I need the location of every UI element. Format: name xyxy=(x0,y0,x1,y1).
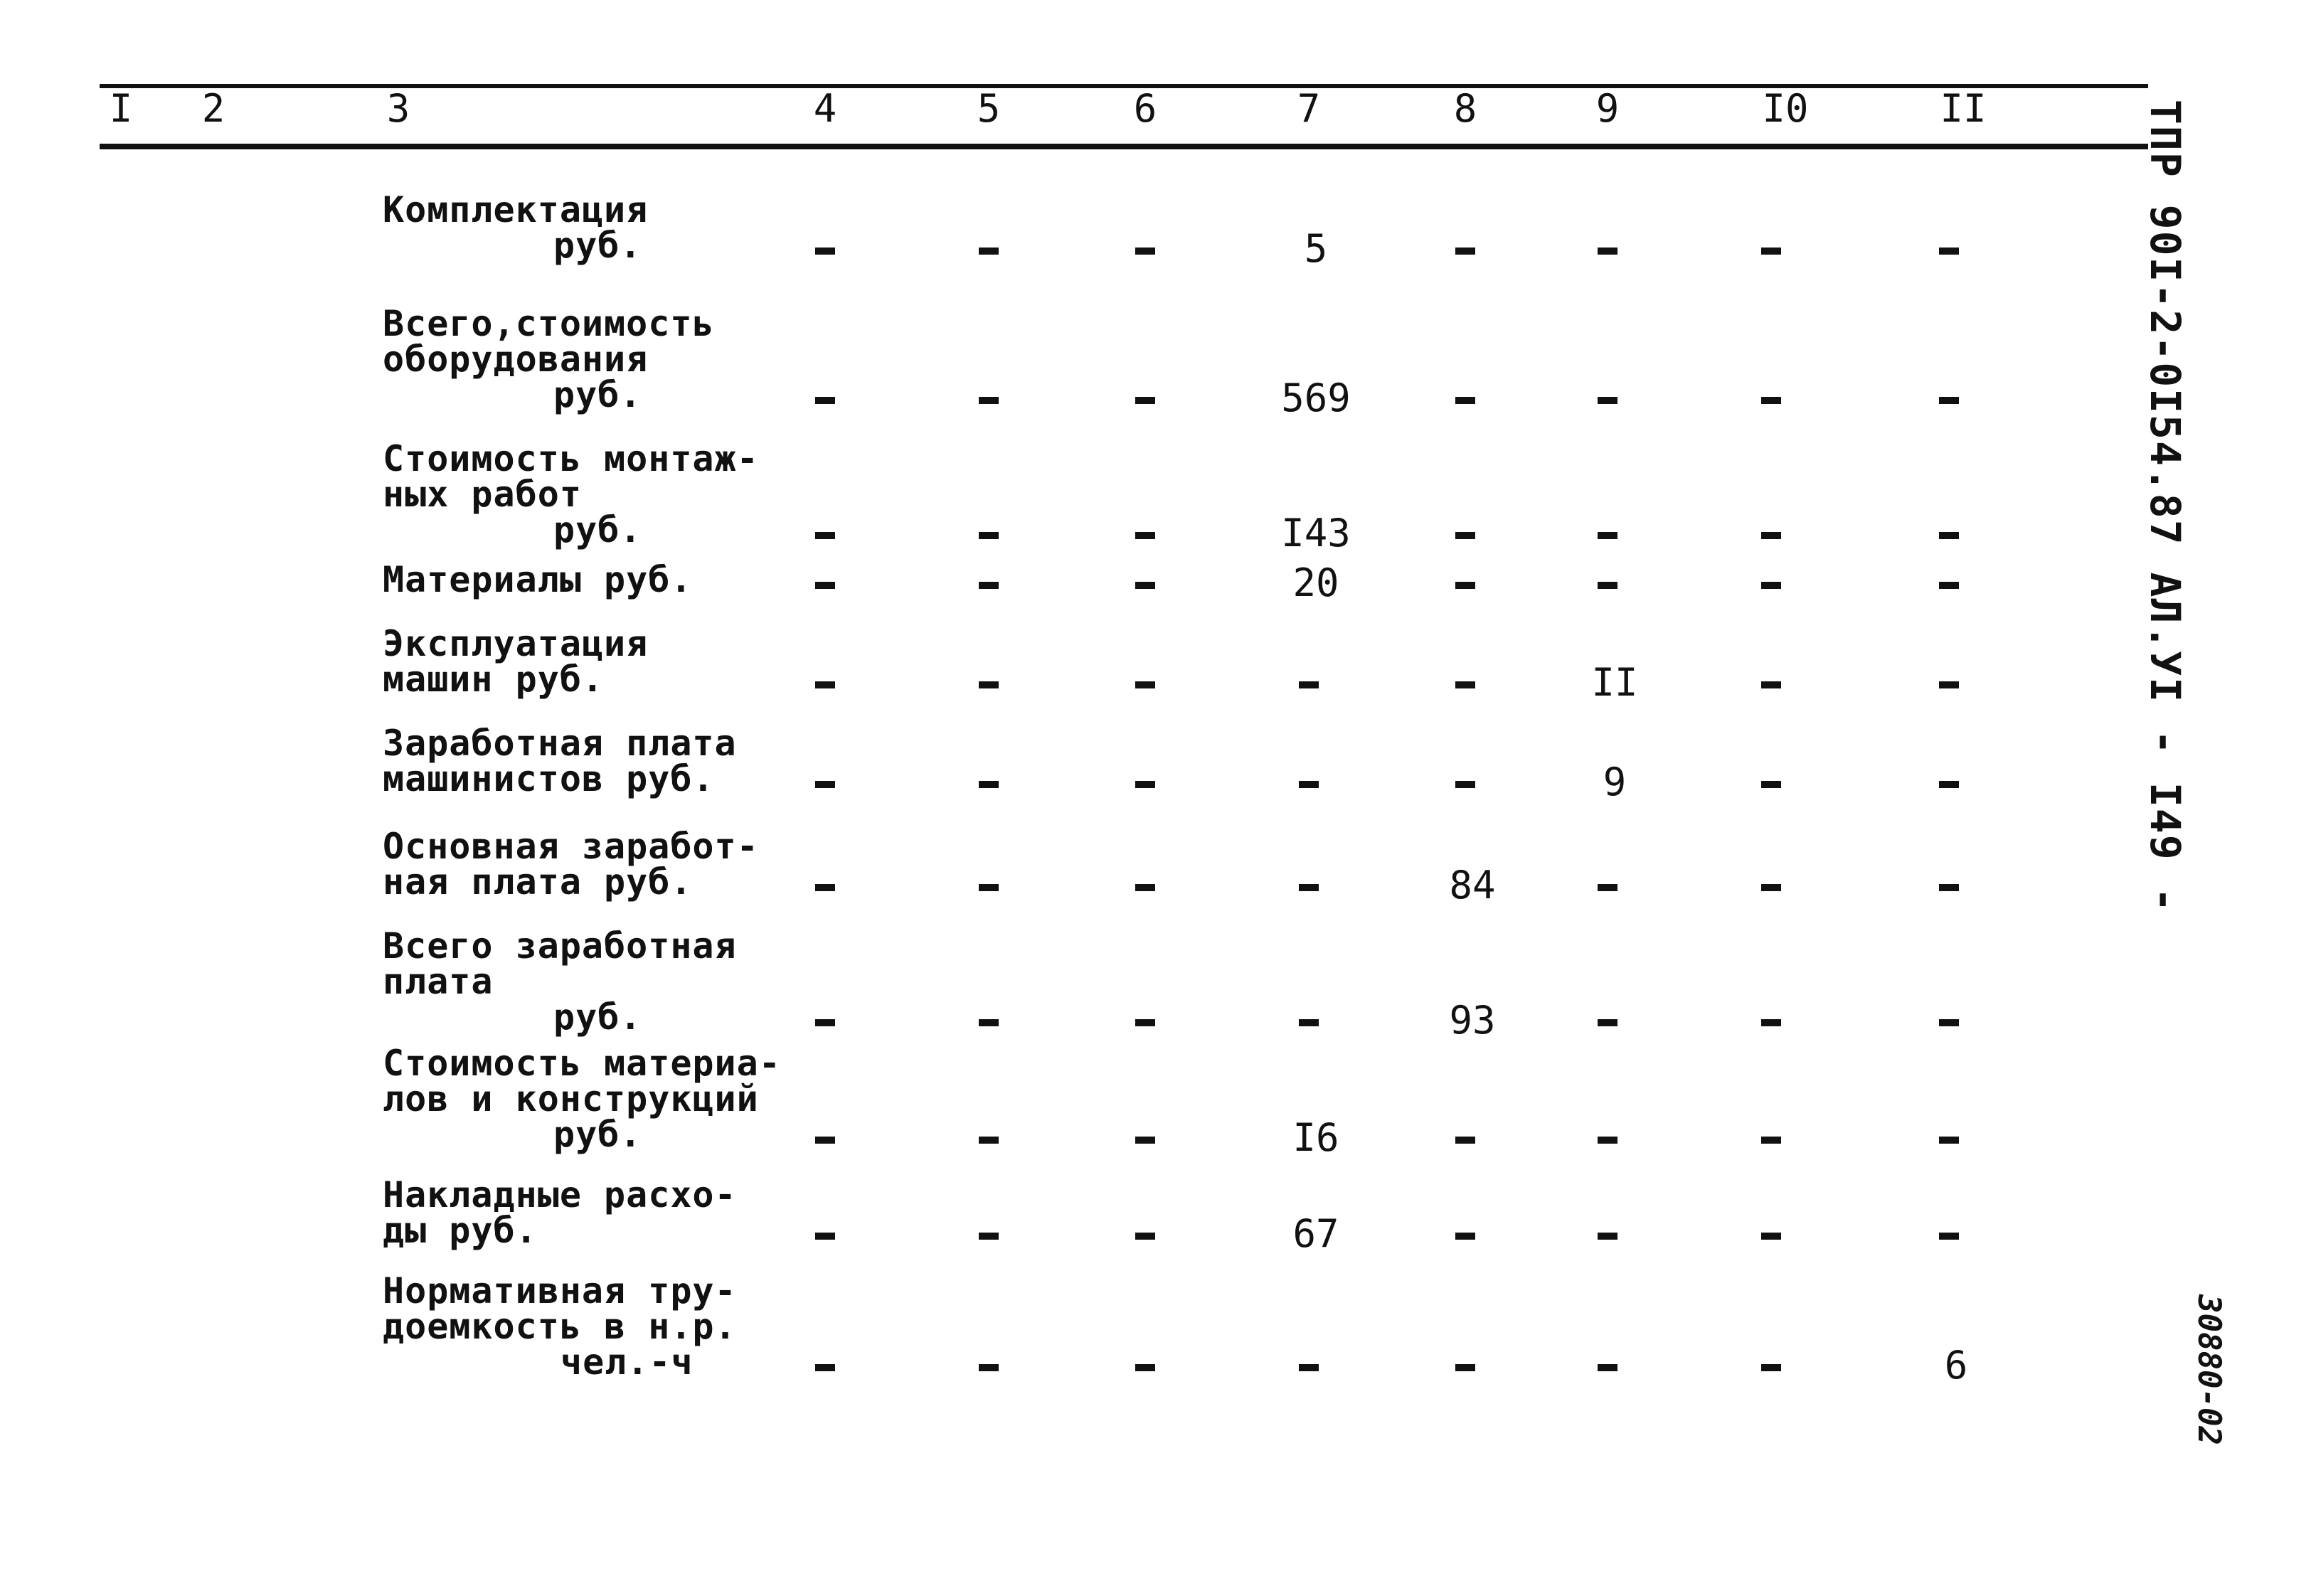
column-header-2: 2 xyxy=(201,86,225,131)
row-label-line: Комплектация xyxy=(383,189,649,230)
cell-dash xyxy=(1598,532,1617,539)
cell-dash xyxy=(1761,248,1781,255)
archive-stamp: 30880-02 xyxy=(2191,1294,2227,1445)
row-label-line: руб. xyxy=(553,996,642,1038)
row-label-line: руб. xyxy=(553,225,642,266)
column-header-11: II xyxy=(1940,86,1987,131)
cell-dash xyxy=(1761,397,1781,404)
cell-dash xyxy=(1939,532,1959,539)
row-label-line: ды руб. xyxy=(383,1210,538,1251)
cell-value: I43 xyxy=(1281,511,1351,555)
cell-dash xyxy=(815,532,835,539)
cell-value: II xyxy=(1591,660,1638,705)
cell-dash xyxy=(1455,781,1475,788)
cell-dash xyxy=(1455,681,1475,688)
row-label-line: лов и конструкций xyxy=(383,1078,759,1119)
row-label-1 xyxy=(383,189,809,266)
cell-dash xyxy=(1598,1364,1617,1371)
column-header-3: 3 xyxy=(386,86,410,131)
row-label-line: Стоимость материа- xyxy=(383,1043,781,1084)
row-label-line: руб. xyxy=(553,1114,642,1155)
cell-dash xyxy=(1598,582,1617,589)
column-header-10: I0 xyxy=(1762,86,1809,131)
cell-dash xyxy=(1299,1019,1319,1026)
row-label-5 xyxy=(383,623,809,700)
row-label-line: доемкость в н.р. xyxy=(383,1306,737,1347)
row-label-2 xyxy=(383,303,809,415)
cell-dash xyxy=(979,582,999,589)
column-header-6: 6 xyxy=(1133,86,1157,131)
cell-dash xyxy=(979,1233,999,1240)
cell-dash xyxy=(1761,781,1781,788)
cell-dash xyxy=(1939,681,1959,688)
row-label-line: машинистов руб. xyxy=(383,758,715,799)
column-header-9: 9 xyxy=(1595,86,1620,131)
cell-dash xyxy=(1761,1019,1781,1026)
cell-dash xyxy=(815,884,835,891)
cell-dash xyxy=(815,1019,835,1026)
cell-dash xyxy=(1598,397,1617,404)
cell-dash xyxy=(1598,1019,1617,1026)
cell-dash xyxy=(1761,532,1781,539)
row-label-11 xyxy=(383,1270,809,1383)
row-label-8 xyxy=(383,925,809,1038)
cell-dash xyxy=(1455,397,1475,404)
cell-value: 84 xyxy=(1449,863,1496,908)
cell-dash xyxy=(1598,248,1617,255)
cell-dash xyxy=(1455,1364,1475,1371)
cell-dash xyxy=(1135,1019,1155,1026)
cell-dash xyxy=(979,884,999,891)
cell-dash xyxy=(1761,1364,1781,1371)
cell-dash xyxy=(1939,248,1959,255)
column-header-4: 4 xyxy=(813,86,837,131)
cell-value: 67 xyxy=(1292,1211,1339,1256)
row-label-line: Материалы руб. xyxy=(383,559,693,600)
cell-dash xyxy=(1939,781,1959,788)
cell-value: 9 xyxy=(1603,760,1627,804)
cell-dash xyxy=(979,1364,999,1371)
cell-dash xyxy=(1135,884,1155,891)
cell-dash xyxy=(1761,582,1781,589)
cell-dash xyxy=(1299,781,1319,788)
cell-dash xyxy=(979,681,999,688)
cell-dash xyxy=(1939,582,1959,589)
cell-dash xyxy=(1455,582,1475,589)
row-label-line: Всего заработная xyxy=(383,925,737,967)
cell-dash xyxy=(815,1364,835,1371)
cell-dash xyxy=(1598,1137,1617,1144)
row-label-line: ная плата руб. xyxy=(383,861,693,903)
row-label-line: машин руб. xyxy=(383,659,605,700)
row-label-line: Накладные расхо- xyxy=(383,1174,737,1215)
row-label-6 xyxy=(383,725,809,797)
row-label-line: чел.-ч xyxy=(561,1341,694,1383)
cell-dash xyxy=(979,248,999,255)
header-bottom-rule xyxy=(100,144,2148,149)
cell-dash xyxy=(815,781,835,788)
cell-dash xyxy=(1939,884,1959,891)
cell-dash xyxy=(815,681,835,688)
row-label-line: Основная заработ- xyxy=(383,826,759,867)
cell-value: 6 xyxy=(1944,1343,1968,1388)
row-label-line: Нормативная тру- xyxy=(383,1270,737,1312)
cell-dash xyxy=(1135,582,1155,589)
cell-dash xyxy=(1455,1137,1475,1144)
row-label-line: Заработная плата xyxy=(383,723,737,764)
cell-value: 5 xyxy=(1304,226,1328,271)
cell-dash xyxy=(979,781,999,788)
cell-value: 93 xyxy=(1449,998,1496,1043)
column-header-1: I xyxy=(109,86,133,131)
cell-value: I6 xyxy=(1292,1115,1339,1160)
row-label-line: Стоимость монтаж- xyxy=(383,438,759,479)
column-header-7: 7 xyxy=(1297,86,1321,131)
cell-dash xyxy=(1455,1233,1475,1240)
cell-dash xyxy=(815,1233,835,1240)
cell-value: 20 xyxy=(1292,560,1339,605)
cell-dash xyxy=(1135,781,1155,788)
row-label-3 xyxy=(383,438,809,550)
column-header-8: 8 xyxy=(1453,86,1477,131)
cell-dash xyxy=(979,397,999,404)
cell-dash xyxy=(979,532,999,539)
cell-dash xyxy=(1135,1137,1155,1144)
cell-dash xyxy=(1135,248,1155,255)
cell-dash xyxy=(1135,1233,1155,1240)
row-label-line: руб. xyxy=(553,374,642,415)
row-label-line: плата xyxy=(383,961,494,1002)
cell-dash xyxy=(815,582,835,589)
cell-dash xyxy=(1135,397,1155,404)
row-label-9 xyxy=(383,1043,809,1155)
cell-dash xyxy=(979,1137,999,1144)
cell-dash xyxy=(1299,681,1319,688)
cell-dash xyxy=(1455,248,1475,255)
side-document-code: ТПР 90I-2-0I54.87 АЛ.УI - I49 - xyxy=(2141,100,2189,914)
cell-dash xyxy=(1598,884,1617,891)
row-label-line: руб. xyxy=(553,509,642,550)
cell-dash xyxy=(1135,532,1155,539)
cell-value: 569 xyxy=(1281,376,1351,420)
cell-dash xyxy=(815,248,835,255)
cell-dash xyxy=(1761,681,1781,688)
cell-dash xyxy=(1939,1019,1959,1026)
cell-dash xyxy=(1135,1364,1155,1371)
row-label-7 xyxy=(383,826,809,903)
cell-dash xyxy=(1761,884,1781,891)
cell-dash xyxy=(1455,532,1475,539)
cell-dash xyxy=(815,397,835,404)
row-label-4 xyxy=(383,559,809,600)
cell-dash xyxy=(1939,1233,1959,1240)
row-label-10 xyxy=(383,1174,809,1251)
cell-dash xyxy=(1299,884,1319,891)
cell-dash xyxy=(1939,397,1959,404)
cell-dash xyxy=(1939,1137,1959,1144)
cell-dash xyxy=(815,1137,835,1144)
cell-dash xyxy=(1598,1233,1617,1240)
row-label-line: Всего,стоимость xyxy=(383,303,715,344)
column-header-5: 5 xyxy=(977,86,1001,131)
row-label-line: Эксплуатация xyxy=(383,623,649,664)
cell-dash xyxy=(1299,1364,1319,1371)
cell-dash xyxy=(1135,681,1155,688)
cell-dash xyxy=(1761,1137,1781,1144)
row-label-line: оборудования xyxy=(383,339,649,380)
cell-dash xyxy=(1761,1233,1781,1240)
row-label-line: ных работ xyxy=(383,474,582,515)
cell-dash xyxy=(979,1019,999,1026)
